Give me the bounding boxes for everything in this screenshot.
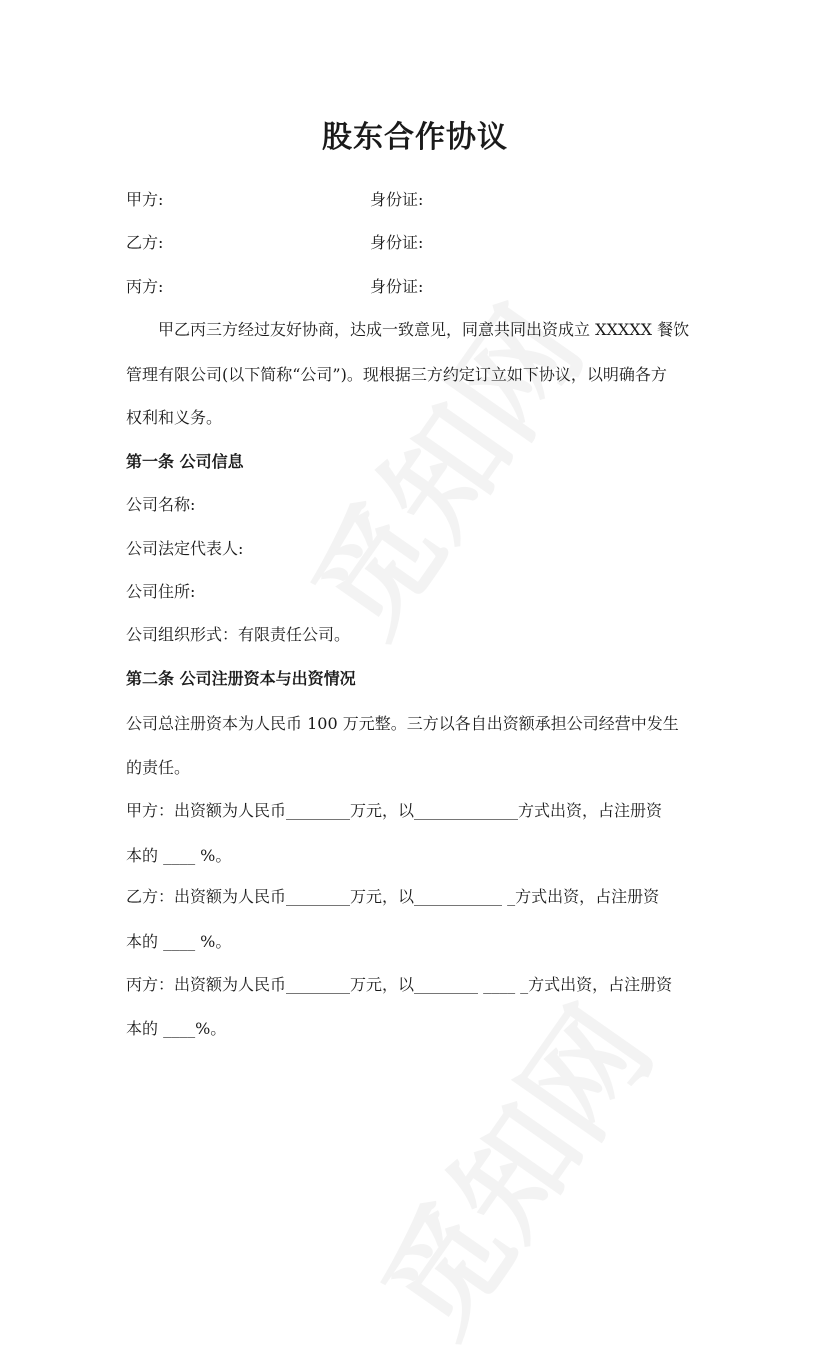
party-a-label: 甲方: <box>126 190 164 209</box>
watermark-bottom <box>336 969 683 1363</box>
party-a-percentage: 本的 ____ %。 <box>126 846 232 865</box>
intro-line: 甲乙丙三方经过友好协商，达成一致意见，同意共同出资成立 XXXXX 餐饮 <box>158 320 690 339</box>
party-c-contribution: 丙方：出资额为人民币________万元，以________ ____ _方式出资，占注册资 <box>126 975 673 994</box>
company-name-field: 公司名称: <box>126 495 196 514</box>
article1-heading: 第一条 公司信息 <box>126 452 244 471</box>
party-c-id-label: 身份证: <box>370 277 424 296</box>
legal-representative-field: 公司法定代表人: <box>126 539 244 558</box>
company-address-field: 公司住所: <box>126 582 196 601</box>
party-b-contribution: 乙方：出资额为人民币________万元，以___________ _方式出资，占注册资 <box>126 887 660 906</box>
article2-heading: 第二条 公司注册资本与出资情况 <box>126 669 356 688</box>
party-b-percentage: 本的 ____ %。 <box>126 932 232 951</box>
party-a-id-label: 身份证: <box>370 190 424 209</box>
party-c-label: 丙方: <box>126 277 164 296</box>
company-form-field: 公司组织形式：有限责任公司。 <box>126 625 351 644</box>
party-c-percentage: 本的 ____%。 <box>126 1019 227 1038</box>
party-b-id-label: 身份证: <box>370 233 424 252</box>
intro-line: 权利和义务。 <box>126 408 223 427</box>
intro-line: 管理有限公司(以下简称“公司”)。现根据三方约定订立如下协议，以明确各方 <box>126 365 667 384</box>
party-b-label: 乙方: <box>126 233 164 252</box>
party-a-contribution: 甲方：出资额为人民币________万元，以_____________方式出资，占注册资 <box>126 801 663 820</box>
document-title: 股东合作协议 <box>322 120 508 155</box>
article2-line: 的责任。 <box>126 758 191 777</box>
article2-line: 公司总注册资本为人民币 100 万元整。三方以各自出资额承担公司经营中发生 <box>126 714 679 733</box>
